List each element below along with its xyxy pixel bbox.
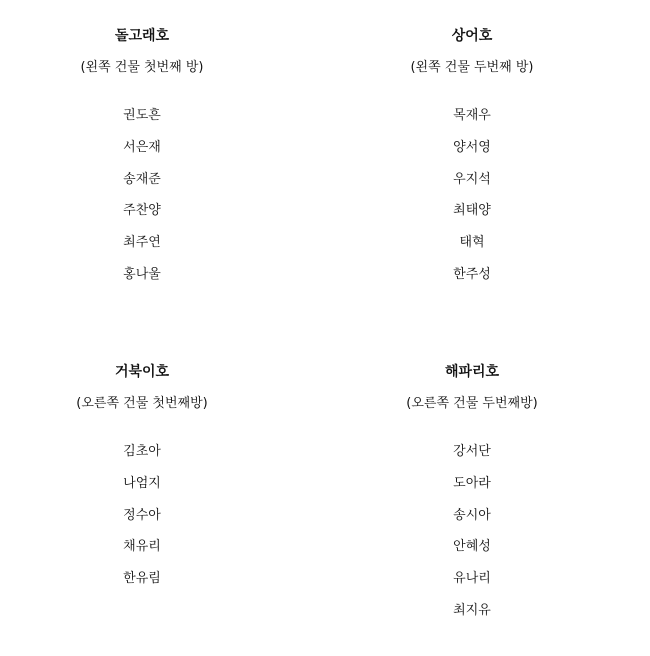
room-title: 해파리호 xyxy=(444,364,500,380)
room-location: (왼쪽 건물 첫번째 방) xyxy=(80,60,204,75)
room-location: (오른쪽 건물 두번째방) xyxy=(406,396,538,411)
member-name: 나엄지 xyxy=(123,475,161,491)
member-name: 한유림 xyxy=(123,571,161,587)
member-name: 안혜성 xyxy=(453,539,491,555)
member-name: 최지유 xyxy=(453,602,491,618)
room-dolphin xyxy=(0,26,292,297)
room-jellyfish xyxy=(322,362,622,633)
member-name: 태혁 xyxy=(459,235,485,251)
room-location: (왼쪽 건물 두번째 방) xyxy=(410,60,534,75)
member-name: 홍나울 xyxy=(123,266,161,282)
room-turtle xyxy=(0,362,292,601)
member-name: 권도흔 xyxy=(123,108,161,123)
member-name: 우지석 xyxy=(453,171,491,187)
member-name: 김초아 xyxy=(123,444,161,459)
member-list xyxy=(322,442,622,621)
member-name: 목재우 xyxy=(453,108,491,123)
member-name: 최태양 xyxy=(453,203,491,219)
member-name: 한주성 xyxy=(453,266,491,282)
member-list xyxy=(322,106,622,285)
member-list xyxy=(0,442,292,589)
room-title: 돌고래호 xyxy=(114,28,170,44)
room-shark xyxy=(322,26,622,297)
member-name: 양서영 xyxy=(453,139,491,155)
member-name: 최주연 xyxy=(123,235,161,251)
member-name: 채유리 xyxy=(123,539,161,555)
member-name: 도아라 xyxy=(453,475,491,491)
member-name: 유나리 xyxy=(453,571,491,587)
member-name: 서은재 xyxy=(123,139,161,155)
member-name: 정수아 xyxy=(123,507,161,523)
member-name: 송재준 xyxy=(123,171,161,187)
member-name: 주찬양 xyxy=(123,203,161,219)
room-title: 상어호 xyxy=(451,28,493,44)
member-name: 송시아 xyxy=(453,507,491,523)
member-list xyxy=(0,106,292,285)
member-name: 강서단 xyxy=(453,444,491,459)
room-location: (오른쪽 건물 첫번째방) xyxy=(76,396,208,411)
room-title: 거북이호 xyxy=(114,364,170,380)
